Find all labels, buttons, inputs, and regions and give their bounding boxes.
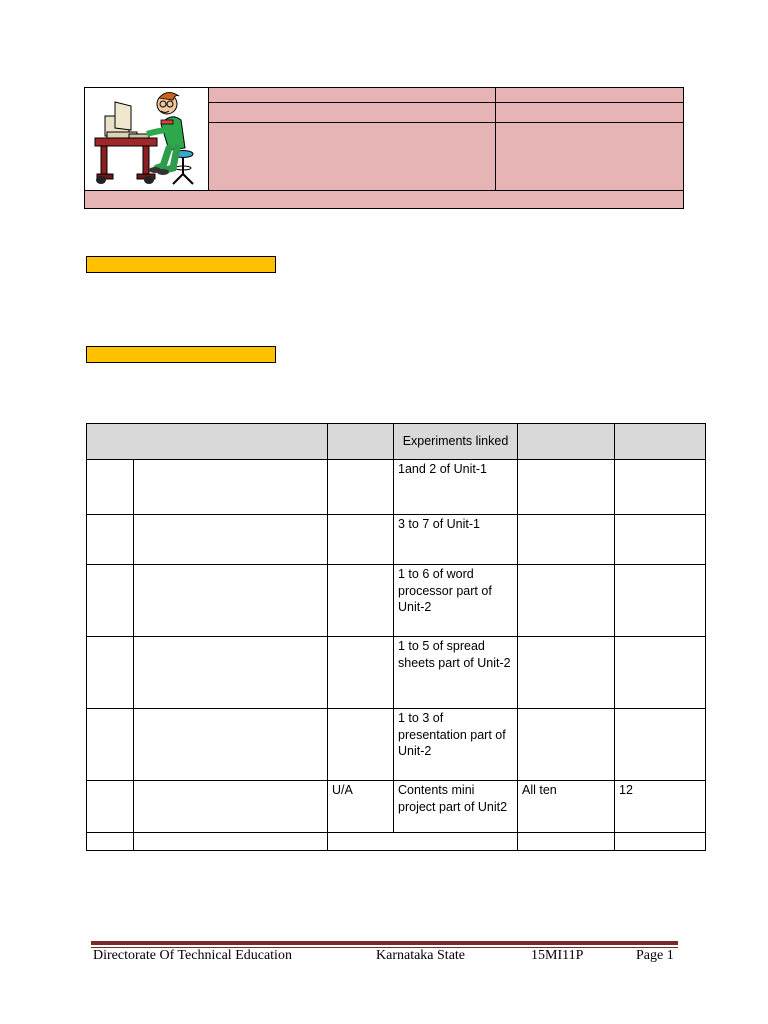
table-cell bbox=[87, 460, 134, 515]
table-cell-experiments: 1 to 3 of presentation part of Unit-2 bbox=[394, 709, 518, 781]
table-cell: U/A bbox=[328, 781, 394, 833]
table-cell bbox=[134, 515, 328, 565]
table-cell-experiments: 1 to 5 of spread sheets part of Unit-2 bbox=[394, 637, 518, 709]
table-cell bbox=[615, 833, 706, 851]
footer-rule bbox=[91, 941, 678, 945]
table-cell bbox=[328, 515, 394, 565]
table-row bbox=[87, 781, 706, 833]
table-header-cell bbox=[615, 424, 706, 460]
table-cell bbox=[518, 709, 615, 781]
table-cell bbox=[134, 565, 328, 637]
table-row bbox=[87, 565, 706, 637]
table-cell-experiments: 1and 2 of Unit-1 bbox=[394, 460, 518, 515]
table-cell bbox=[87, 637, 134, 709]
table-cell bbox=[328, 565, 394, 637]
table-cell bbox=[134, 460, 328, 515]
table-row bbox=[87, 460, 706, 515]
table-cell-experiments: 3 to 7 of Unit-1 bbox=[394, 515, 518, 565]
section-highlight-bar bbox=[86, 346, 276, 363]
table-header-experiments-linked: Experiments linked bbox=[394, 424, 518, 460]
header-grid-line bbox=[85, 190, 683, 191]
table-cell bbox=[615, 637, 706, 709]
table-header-row bbox=[87, 424, 706, 460]
experiments-table bbox=[86, 423, 706, 851]
table-cell bbox=[328, 833, 518, 851]
table-cell bbox=[134, 781, 328, 833]
table-cell bbox=[134, 637, 328, 709]
header-illustration-cell bbox=[85, 88, 209, 190]
footer-course-code: 15MI11P bbox=[531, 948, 584, 963]
table-cell bbox=[518, 565, 615, 637]
footer-state: Karnataka State bbox=[376, 948, 466, 963]
table-cell: All ten bbox=[518, 781, 615, 833]
table-cell bbox=[87, 833, 134, 851]
table-cell bbox=[87, 781, 134, 833]
table-cell bbox=[87, 565, 134, 637]
header-grid-line bbox=[209, 102, 683, 103]
person-at-computer-illustration bbox=[91, 88, 203, 190]
table-cell bbox=[87, 515, 134, 565]
table-cell bbox=[518, 515, 615, 565]
table-cell bbox=[615, 460, 706, 515]
table-cell bbox=[518, 460, 615, 515]
table-cell bbox=[518, 833, 615, 851]
table-cell bbox=[328, 460, 394, 515]
table-cell bbox=[615, 565, 706, 637]
header-grid-line bbox=[495, 88, 496, 190]
table-cell bbox=[134, 833, 328, 851]
table-cell-experiments: Contents mini project part of Unit2 bbox=[394, 781, 518, 833]
table-row bbox=[87, 515, 706, 565]
table-header-cell bbox=[328, 424, 394, 460]
table-cell bbox=[518, 637, 615, 709]
table-row bbox=[87, 709, 706, 781]
footer-page-number: Page 1 bbox=[636, 948, 674, 963]
table-cell bbox=[134, 709, 328, 781]
table-row bbox=[87, 637, 706, 709]
header-block bbox=[84, 87, 684, 209]
table-cell-experiments: 1 to 6 of word processor part of Unit-2 bbox=[394, 565, 518, 637]
table-cell: 12 bbox=[615, 781, 706, 833]
table-cell bbox=[87, 709, 134, 781]
table-cell bbox=[615, 515, 706, 565]
table-header-cell bbox=[87, 424, 328, 460]
table-cell bbox=[328, 637, 394, 709]
table-cell bbox=[615, 709, 706, 781]
table-header-cell bbox=[518, 424, 615, 460]
table-cell bbox=[328, 709, 394, 781]
header-grid-line bbox=[209, 122, 683, 123]
section-highlight-bar bbox=[86, 256, 276, 273]
table-row-total bbox=[87, 833, 706, 851]
footer-organization: Directorate Of Technical Education bbox=[93, 948, 292, 963]
